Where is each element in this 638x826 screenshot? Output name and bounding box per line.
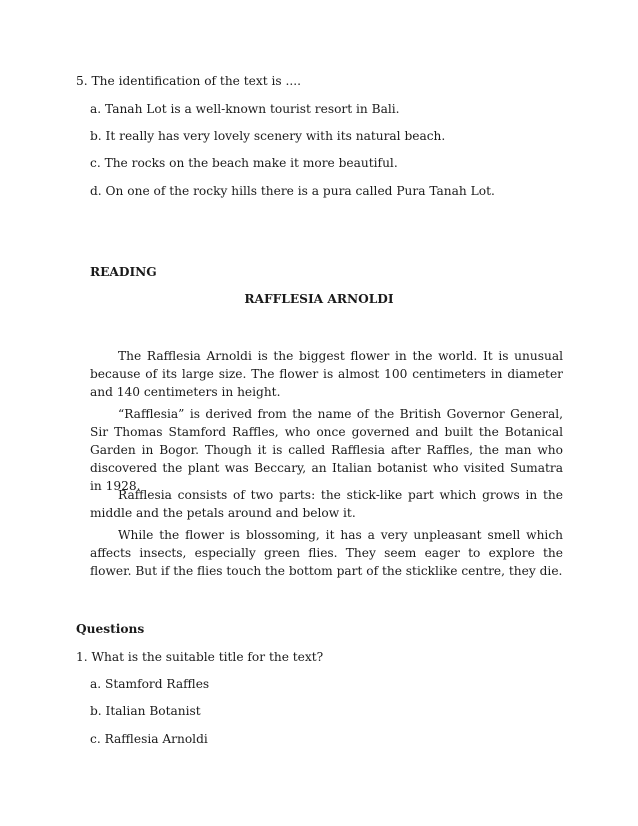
question-5-stem: 5. The identification of the text is .... bbox=[76, 74, 302, 88]
paragraph-text: Rafflesia consists of two parts: the stick-like part which grows in the middle and the petals around and below it. bbox=[90, 488, 563, 520]
reading-paragraph-2 bbox=[90, 405, 563, 495]
questions-heading: Questions bbox=[76, 622, 145, 636]
reading-paragraph-3 bbox=[90, 486, 563, 522]
question-5-option-d: d. On one of the rocky hills there is a pura called Pura Tanah Lot. bbox=[90, 184, 495, 198]
paragraph-text: While the flower is blossoming, it has a very unpleasant smell which affects insects, especially green flies. They seem eager to explore the flower. But if the flies touch the bottom part of the sticklike centre, they die. bbox=[90, 528, 563, 578]
paragraph-text: “Rafflesia” is derived from the name of the British Governor General, Sir Thomas Stamford Raffles, who once governed and built the Botanical Garden in Bogor. Though it is called Rafflesia after Raffles, the man who discovered the plant was Beccary, an Italian botanist who visited Sumatra in 1928. bbox=[90, 407, 563, 493]
question-5-option-c: c. The rocks on the beach make it more beautiful. bbox=[90, 156, 398, 170]
question-1-option-a: a. Stamford Raffles bbox=[90, 677, 210, 691]
question-5-option-b: b. It really has very lovely scenery with its natural beach. bbox=[90, 129, 446, 143]
paragraph-text: The Rafflesia Arnoldi is the biggest flower in the world. It is unusual because of its large size. The flower is almost 100 centimeters in diameter and 140 centimeters in height. bbox=[90, 349, 563, 399]
reading-paragraph-1 bbox=[90, 347, 563, 401]
question-1-option-b: b. Italian Botanist bbox=[90, 704, 201, 718]
question-1-option-c: c. Rafflesia Arnoldi bbox=[90, 732, 208, 746]
question-1-stem: 1. What is the suitable title for the text? bbox=[76, 650, 324, 664]
reading-paragraph-4 bbox=[90, 526, 563, 580]
question-5-option-a: a. Tanah Lot is a well-known tourist resort in Bali. bbox=[90, 102, 400, 116]
reading-heading: READING bbox=[90, 265, 157, 279]
reading-title: RAFFLESIA ARNOLDI bbox=[244, 292, 394, 306]
